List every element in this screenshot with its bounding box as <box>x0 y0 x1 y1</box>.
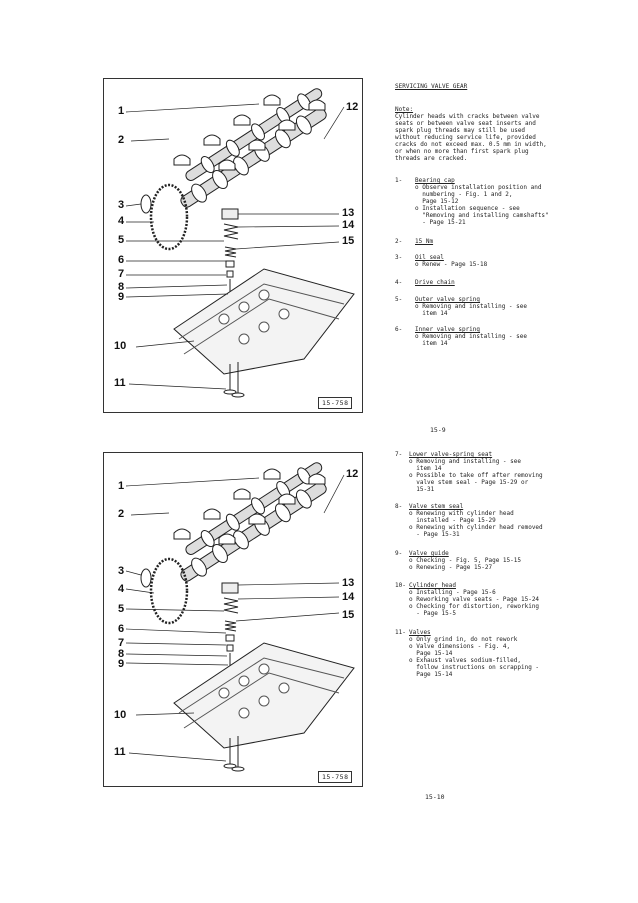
item-number: 3- <box>395 254 403 261</box>
item-line: item 14 <box>415 310 448 317</box>
item-title: Bearing cap <box>415 177 455 184</box>
callout-12: 12 <box>346 468 359 480</box>
page-number: 15-9 <box>430 426 446 434</box>
callout-5: 5 <box>118 603 125 615</box>
figure-reference: 15-758 <box>318 771 352 783</box>
note-line: without reducing service life, provided <box>395 134 536 141</box>
item-title: Inner valve spring <box>415 326 481 333</box>
item-line: - Page 15-5 <box>409 610 456 617</box>
item-line: follow instructions on scrapping - <box>409 664 540 671</box>
item-line: o Removing and installing - see <box>415 303 527 310</box>
callout-12: 12 <box>346 101 359 113</box>
note-line: cracks do not exceed max. 0.5 mm in width, <box>395 141 547 148</box>
item-title: Drive chain <box>415 279 455 286</box>
item-line: o Installing - Page 15-6 <box>409 589 496 596</box>
item-line: o Exhaust valves sodium-filled, <box>409 657 521 664</box>
item-line: item 14 <box>409 465 442 472</box>
note-label: Note: <box>395 106 414 113</box>
item-line: o Removing and installing - see <box>415 333 527 340</box>
item-line: 15-31 <box>409 486 435 493</box>
item-line: "Removing and installing camshafts" <box>415 212 549 219</box>
item-line: - Page 15-31 <box>409 531 460 538</box>
item-line: o Valve dimensions - Fig. 4, <box>409 643 511 650</box>
note-line: seats or between valve seat inserts and <box>395 120 536 127</box>
callout-3: 3 <box>118 199 125 211</box>
item-line: numbering - Fig. 1 and 2, <box>415 191 513 198</box>
item-line: o Reworking valve seats - Page 15-24 <box>409 596 540 603</box>
exploded-diagram-1 <box>103 78 363 413</box>
callout-5: 5 <box>118 234 125 246</box>
note-line: Cylinder heads with cracks between valve <box>395 113 540 120</box>
callout-1: 1 <box>118 105 125 117</box>
callout-15: 15 <box>342 235 355 247</box>
item-number: 8- <box>395 503 403 510</box>
valve-gear-drawing-1 <box>104 79 362 412</box>
figure-reference: 15-758 <box>318 397 352 409</box>
item-line: item 14 <box>415 340 448 347</box>
item-number: 7- <box>395 451 403 458</box>
item-title: Valve guide <box>409 550 449 557</box>
note-line: spark plug threads may still be used <box>395 127 526 134</box>
callout-9: 9 <box>118 291 125 303</box>
item-title: Cylinder head <box>409 582 456 589</box>
callout-9: 9 <box>118 658 125 670</box>
item-line: Page 15-14 <box>409 671 453 678</box>
callout-2: 2 <box>118 508 125 520</box>
item-line: o Checking for distortion, reworking <box>409 603 540 610</box>
item-number: 9- <box>395 550 403 557</box>
callout-11: 11 <box>114 377 126 389</box>
callout-14: 14 <box>342 219 355 231</box>
item-line: o Observe installation position and <box>415 184 542 191</box>
callout-10: 10 <box>114 709 127 721</box>
callout-8: 8 <box>118 281 125 293</box>
item-line: Page 15-14 <box>409 650 453 657</box>
note-line: threads are cracked. <box>395 155 468 162</box>
callout-15: 15 <box>342 609 355 621</box>
item-line: o Renewing with cylinder head <box>409 510 514 517</box>
item-number: 6- <box>395 326 403 333</box>
section-title: SERVICING VALVE GEAR <box>395 83 468 90</box>
item-title: Lower valve-spring seat <box>409 451 493 458</box>
callout-14: 14 <box>342 591 355 603</box>
item-title: Oil seal <box>415 254 444 261</box>
item-line: - Page 15-21 <box>415 219 466 226</box>
callout-3: 3 <box>118 565 125 577</box>
item-number: 5- <box>395 296 403 303</box>
callout-10: 10 <box>114 340 127 352</box>
item-line: o Checking - Fig. 5, Page 15-15 <box>409 557 521 564</box>
callout-11: 11 <box>114 746 126 758</box>
item-title: Valve stem seal <box>409 503 464 510</box>
callout-6: 6 <box>118 254 125 266</box>
item-line: o Installation sequence - see <box>415 205 520 212</box>
item-title: Valves <box>409 629 431 636</box>
callout-4: 4 <box>118 583 125 595</box>
item-line: Page 15-12 <box>415 198 459 205</box>
item-number: 11- <box>395 629 406 636</box>
item-line: o Possible to take off after removing <box>409 472 543 479</box>
item-line: o Renewing - Page 15-27 <box>409 564 493 571</box>
callout-13: 13 <box>342 207 355 219</box>
item-line: valve stem seal - Page 15-29 or <box>409 479 529 486</box>
exploded-diagram-2 <box>103 452 363 787</box>
item-title: Outer valve spring <box>415 296 481 303</box>
callout-7: 7 <box>118 637 125 649</box>
item-number: 4- <box>395 279 403 286</box>
item-line: o Only grind in, do not rework <box>409 636 518 643</box>
item-number: 10- <box>395 582 406 589</box>
item-line: o Removing and installing - see <box>409 458 521 465</box>
callout-2: 2 <box>118 134 125 146</box>
item-number: 1- <box>395 177 403 184</box>
callout-6: 6 <box>118 623 125 635</box>
item-line: installed - Page 15-29 <box>409 517 496 524</box>
item-line: o Renew - Page 15-18 <box>415 261 488 268</box>
callout-1: 1 <box>118 480 125 492</box>
callout-8: 8 <box>118 648 125 660</box>
callout-4: 4 <box>118 215 125 227</box>
callout-7: 7 <box>118 268 125 280</box>
callout-13: 13 <box>342 577 355 589</box>
item-line: o Renewing with cylinder head removed <box>409 524 543 531</box>
item-number: 2- <box>395 238 403 245</box>
note-line: or when no more than first spark plug <box>395 148 529 155</box>
page-number: 15-10 <box>425 793 445 801</box>
item-title: 15 Nm <box>415 238 434 245</box>
valve-gear-drawing-2 <box>104 453 362 786</box>
